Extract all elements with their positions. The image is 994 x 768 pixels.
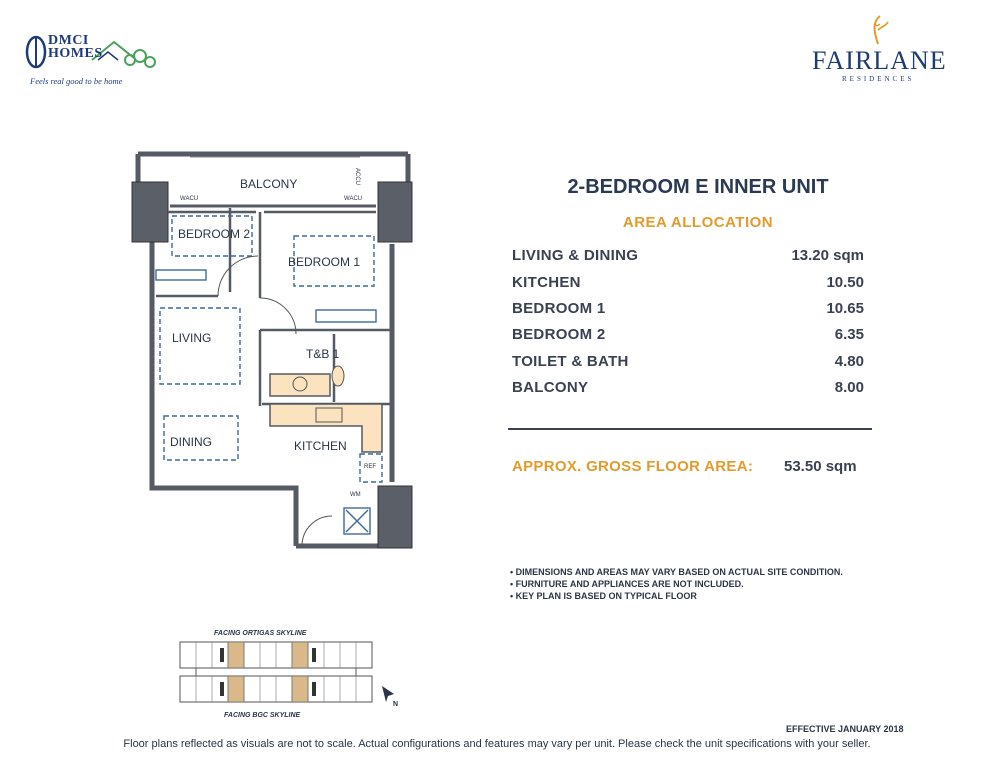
footer-disclaimer: Floor plans reflected as visuals are not to scale. Actual configurations and features may vary per unit. Please check the unit specifications with your seller.: [123, 738, 871, 750]
north-arrow-icon: [380, 684, 402, 708]
area-row-bedroom1: BEDROOM 1 10.65: [512, 300, 864, 317]
room-label-tb: T&B 1: [306, 347, 340, 361]
area-allocation-heading: AREA ALLOCATION: [622, 214, 774, 231]
label-ref: REF: [364, 464, 376, 470]
note-furniture: • FURNITURE AND APPLIANCES ARE NOT INCLUDED.: [510, 579, 744, 589]
divider: [508, 428, 872, 430]
room-label-bedroom2: BEDROOM 2: [178, 227, 251, 241]
area-row-kitchen: KITCHEN 10.50: [512, 274, 864, 291]
area-row-balcony: BALCONY 8.00: [512, 379, 864, 396]
label-acu: ACCU: [354, 168, 360, 186]
dmci-logo-text: DMCI HOMES: [48, 33, 103, 61]
column-bottom: [378, 486, 412, 548]
room-label-bedroom1: BEDROOM 1: [288, 255, 361, 269]
note-dimensions: • DIMENSIONS AND AREAS MAY VARY BASED ON ACTUAL SITE CONDITION.: [510, 567, 843, 577]
facing-ortigas-label: FACING ORTIGAS SKYLINE: [214, 630, 307, 637]
effective-date: EFFECTIVE JANUARY 2018: [786, 724, 904, 734]
area-row-bedroom2: BEDROOM 2 6.35: [512, 326, 864, 343]
project-logo-name: FAIRLANE: [812, 46, 947, 75]
area-row-toilet-bath: TOILET & BATH 4.80: [512, 353, 864, 370]
room-label-balcony: BALCONY: [240, 177, 298, 191]
svg-text:N: N: [393, 701, 399, 708]
note-keyplan: • KEY PLAN IS BASED ON TYPICAL FLOOR: [510, 591, 697, 601]
facing-bgc-label: FACING BGC SKYLINE: [224, 712, 301, 719]
key-plan: [176, 636, 376, 706]
label-wm: WM: [350, 492, 361, 498]
dmci-tagline: Feels real good to be home: [30, 76, 123, 86]
label-wacu-left: WACU: [180, 196, 199, 202]
gross-floor-area-label: APPROX. GROSS FLOOR AREA:: [512, 458, 754, 475]
room-label-living: LIVING: [172, 331, 212, 345]
floor-plan: [130, 148, 422, 558]
area-row-living-dining: LIVING & DINING 13.20 sqm: [512, 247, 864, 264]
room-label-kitchen: KITCHEN: [294, 439, 347, 453]
gross-floor-area-value: 53.50 sqm: [784, 458, 857, 475]
column-left: [132, 182, 168, 242]
column-right: [378, 182, 412, 242]
label-wacu-right: WACU: [344, 196, 363, 202]
fairlane-leaf-icon: [866, 14, 890, 46]
unit-title: 2-BEDROOM E INNER UNIT: [567, 176, 829, 198]
room-label-dining: DINING: [170, 435, 212, 449]
project-logo-sub: RESIDENCES: [842, 75, 915, 83]
